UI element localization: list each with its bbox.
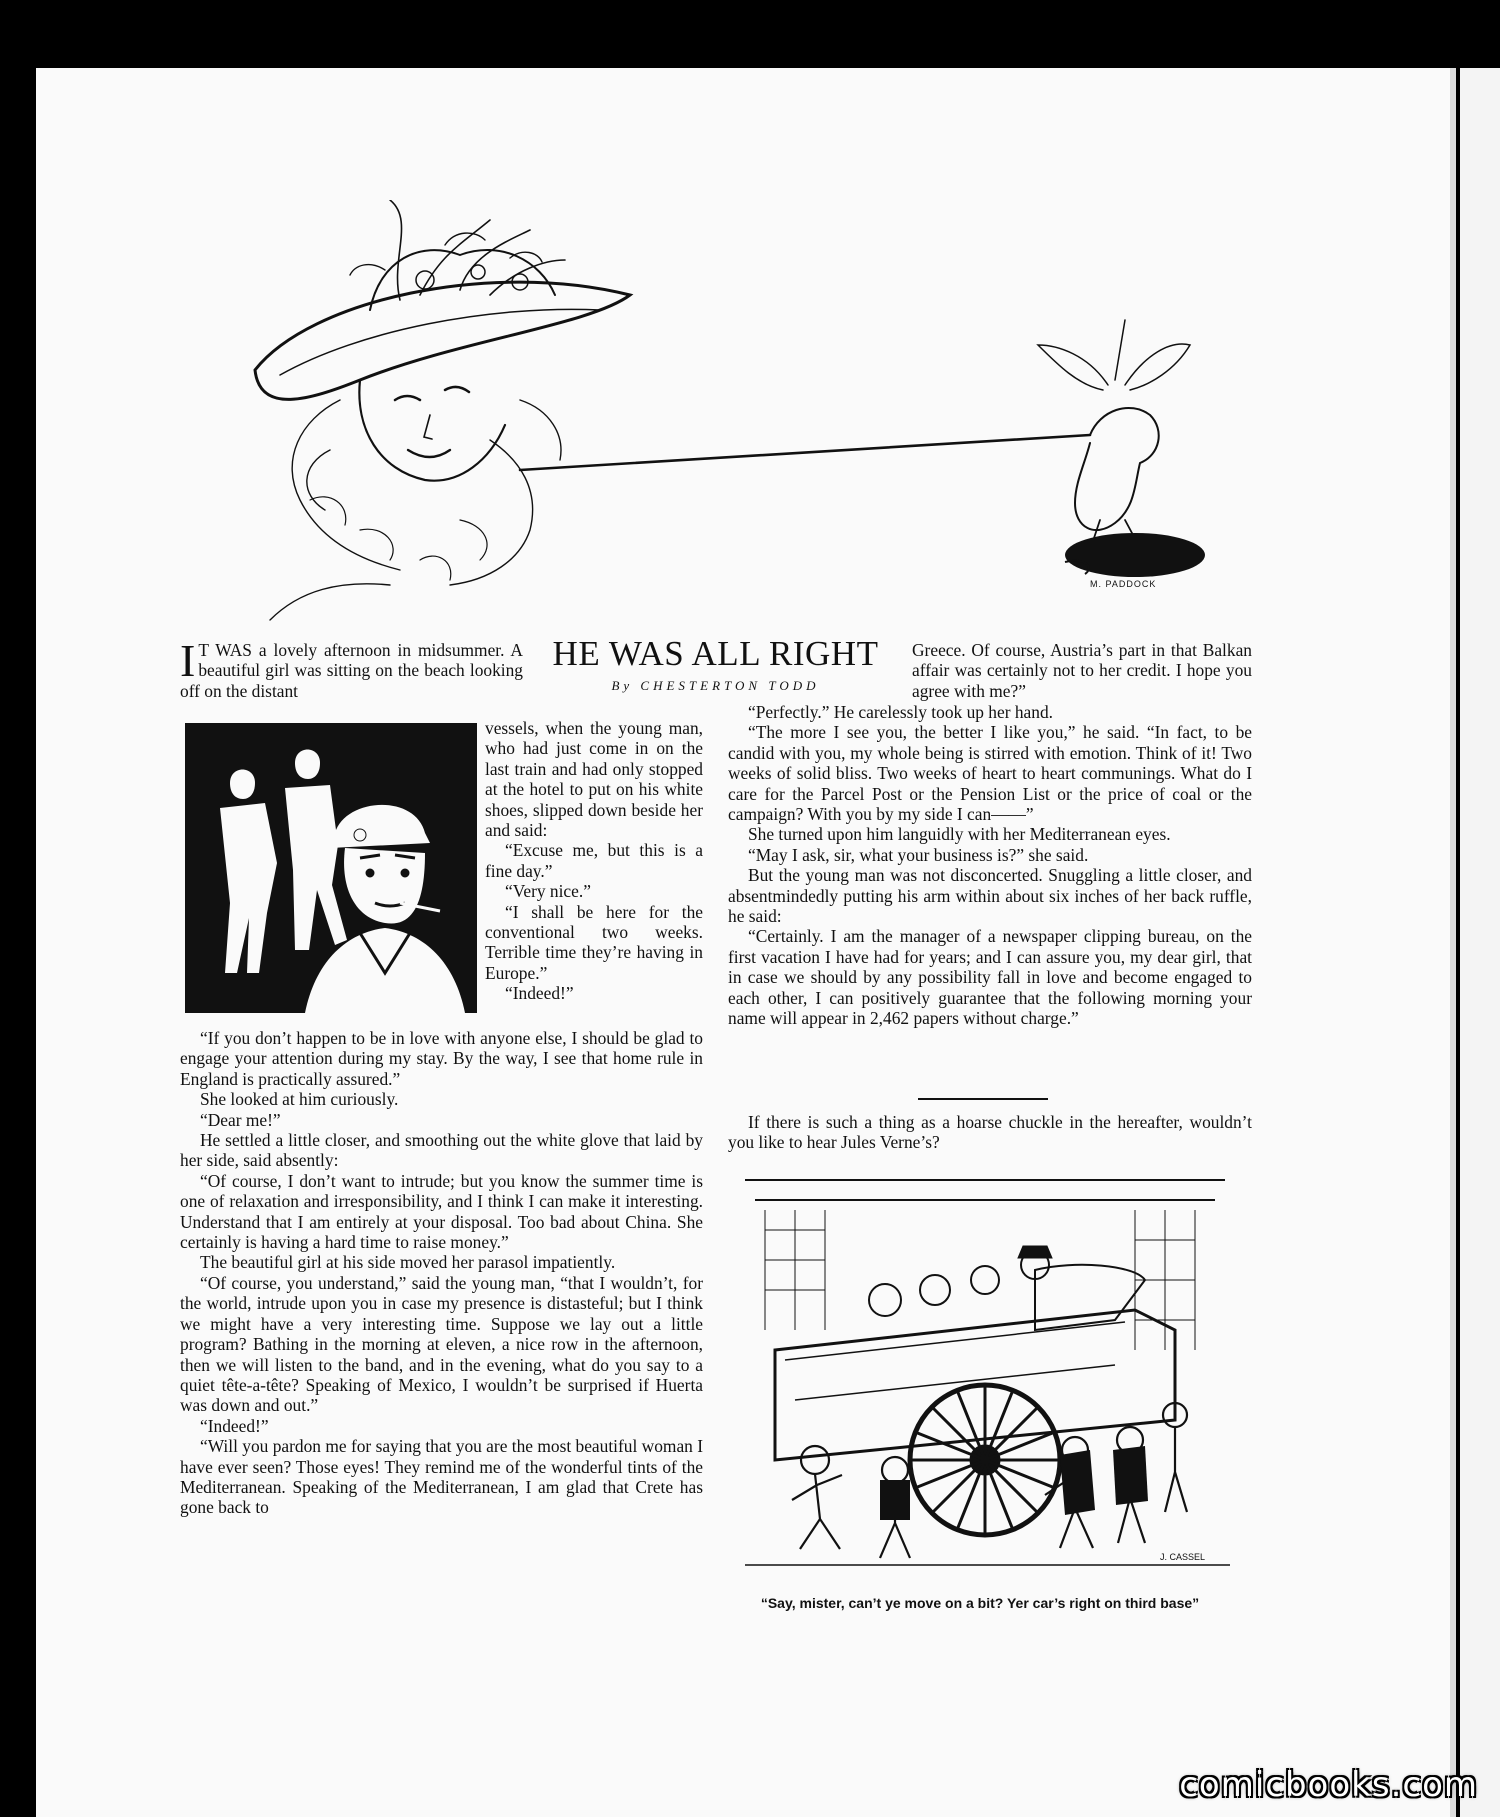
section-divider xyxy=(918,1098,1048,1100)
paragraph: “Dear me!” xyxy=(200,1109,281,1130)
header-art-signature: M. PADDOCK xyxy=(1090,579,1157,589)
paragraph: “Of course, you understand,” said the young man, “that I wouldn’t, for the world, intrude upon you in case my presence is distasteful; but I think we might have a very interesting time. Suppose we lay out a little program? Bathing in the morning at eleven, a nice row in the afternoon, then we will listen to the band, and in the evening, what do you say to a quiet tête-a-tête? Speaking of Mexico, I wouldn’t be surprised if Huerta was down and out.” xyxy=(180,1272,703,1416)
column-1-beside-image xyxy=(485,718,703,1004)
site-watermark: comicbooks.com xyxy=(1179,1765,1478,1805)
paragraph: She looked at him curiously. xyxy=(200,1089,399,1110)
article-byline: By CHESTERTON TODD xyxy=(611,678,820,693)
adjacent-page-edge xyxy=(1460,68,1500,1817)
paragraph: “If you don’t happen to be in love with anyone else, I should be glad to engage your attention during my stay. By the way, I see that home rule in England is practically assured.” xyxy=(180,1028,703,1089)
paragraph: “The more I see you, the better I like you,” he said. “In fact, to be candid with you, my whole being is stirred with emotion. Think of it! Two weeks of solid bliss. Two weeks of heart to heart communings. What do I care for the Parcel Post or the Pension List or the price of coal or the campaign? With you by my side I can——” xyxy=(728,722,1252,825)
paragraph: “Certainly. I am the manager of a newspaper clipping bureau, on the first vacation I have had for years; and I can assure you, my dear girl, that in case we should by any possibility fall in love and become engaged to each other, I can positively guarantee that the following morning your name will appear in 2,462 papers without charge.” xyxy=(728,926,1252,1029)
paragraph: But the young man was not disconcerted. Snuggling a little closer, and absentmindedly putting his arm within about six inches of her back ruffle, he said: xyxy=(728,865,1252,927)
paragraph: “May I ask, sir, what your business is?” she said. xyxy=(748,844,1089,865)
paragraph: “Indeed!” xyxy=(200,1415,269,1436)
paragraph: “Excuse me, but this is a fine day.” xyxy=(485,840,703,881)
paragraph: He settled a little closer, and smoothing out the white glove that laid by her side, said absently: xyxy=(180,1130,703,1171)
paragraph: She turned upon him languidly with her Mediterranean eyes. xyxy=(748,824,1171,845)
paragraph: “Very nice.” xyxy=(505,881,591,902)
paragraph: Greece. Of course, Austria’s part in that Balkan affair was certainly not to her credit. I hope you agree with me?” xyxy=(912,640,1252,701)
intro-text: T WAS a lovely afternoon in midsummer. A beautiful girl was sitting on the beach looking off on the distant xyxy=(180,640,523,701)
page-edge xyxy=(1450,68,1456,1817)
column-1-body xyxy=(180,1028,703,1518)
header-illustration xyxy=(160,200,1240,630)
soldier-illustration xyxy=(185,723,477,1013)
paragraph: vessels, when the young man, who had just come in on the last train and had only stopped at the hotel to put on his white shoes, slipped down beside her and said: xyxy=(485,718,703,841)
paragraph: “Of course, I don’t want to intrude; but you know the summer time is one of relaxation and irresponsibility, and I think I can make it interesting. Understand that I am entirely at your disposal. Too bad about China. She certainly is having a hard time to raise money.” xyxy=(180,1170,703,1253)
car-cartoon-illustration xyxy=(735,1170,1240,1580)
column-1-intro xyxy=(180,635,523,701)
paragraph: The beautiful girl at his side moved her parasol impatiently. xyxy=(200,1252,616,1273)
paragraph: If there is such a thing as a hoarse chuckle in the hereafter, wouldn’t you like to hear Jules Verne’s? xyxy=(728,1112,1252,1153)
column-2-top xyxy=(912,640,1252,701)
drop-cap: I xyxy=(180,635,196,686)
paragraph: “Will you pardon me for saying that you are the most beautiful woman I have ever seen? Those eyes! They remind me of the wonderful tints of the Mediterranean. Speaking of the Mediterranean, I am glad that Crete has gone back to xyxy=(180,1436,704,1518)
article-title: HE WAS ALL RIGHT xyxy=(552,634,879,673)
cartoon-signature: J. CASSEL xyxy=(1160,1552,1206,1562)
filler-joke xyxy=(728,1112,1252,1153)
paragraph: “Perfectly.” He carelessly took up her hand. xyxy=(748,702,1054,722)
column-2-body xyxy=(728,702,1252,1029)
paragraph: “I shall be here for the conventional two weeks. Terrible time they’re having in Europe.” xyxy=(485,901,703,983)
cartoon-caption: “Say, mister, can’t ye move on a bit? Yer car’s right on third base” xyxy=(760,1595,1200,1611)
paragraph: “Indeed!” xyxy=(505,983,574,1004)
